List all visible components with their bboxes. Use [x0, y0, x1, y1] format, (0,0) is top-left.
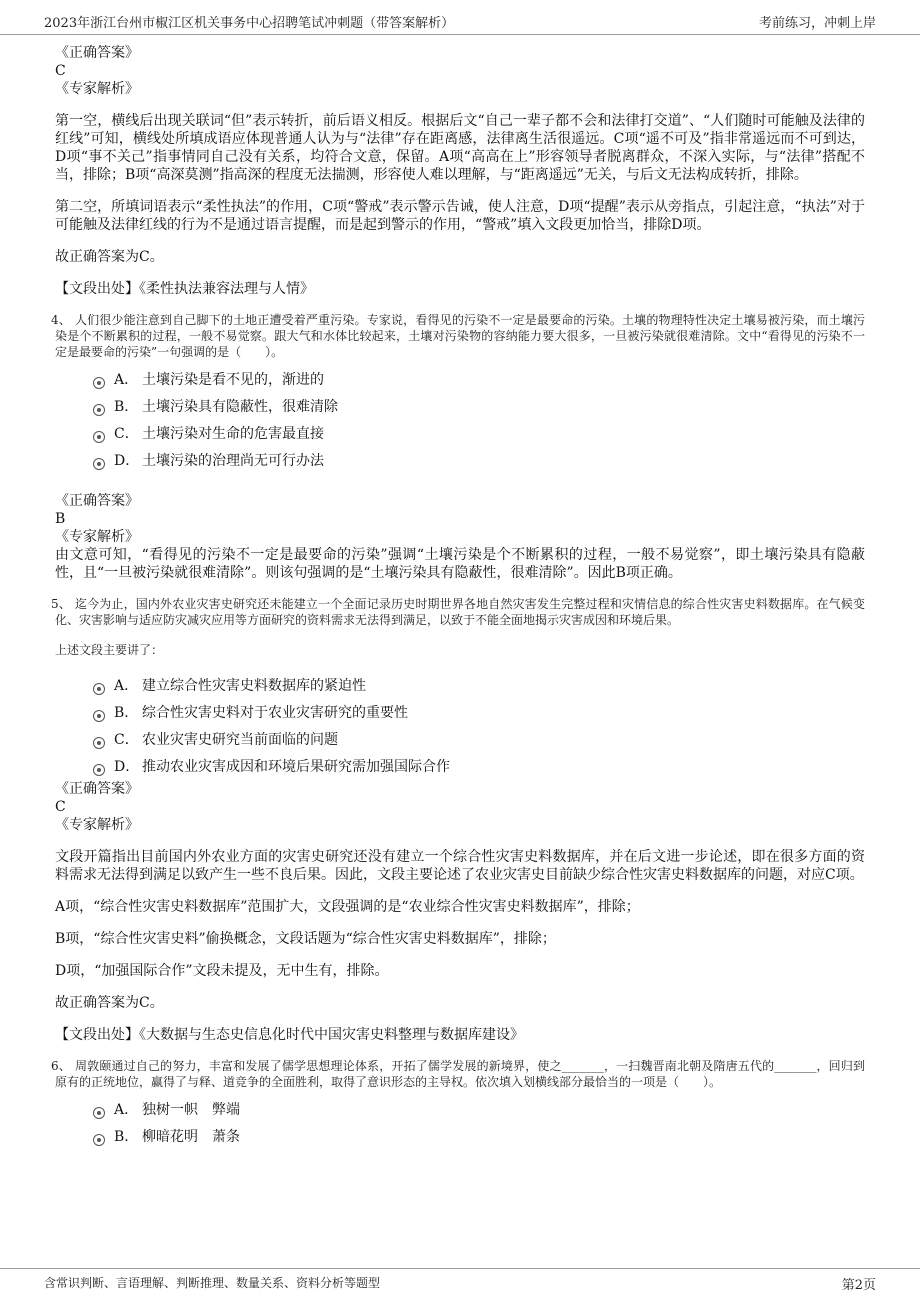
option-d[interactable]: D． 土壤污染的治理尚无可行办法 [93, 447, 865, 474]
analysis-paragraph: 文段开篇指出目前国内外农业方面的灾害史研究还没有建立一个综合性灾害史料数据库，并在后文进一步论述，即在很多方面的资料需求无法得到满足以致产生一些不良后果。因此，文段主要论述了农业灾害史目前缺少综合性灾害史料数据库的问题，对应C项。 [55, 849, 865, 883]
option-a[interactable]: A． 独树一帜 弊端 [93, 1096, 865, 1123]
correct-answer-label: 《正确答案》 [55, 781, 139, 797]
radio-button-icon[interactable] [93, 377, 105, 389]
question-number: 4、 [51, 313, 71, 327]
radio-button-icon[interactable] [93, 737, 105, 749]
option-list [93, 1096, 865, 1150]
question-number: 6、 [51, 1059, 71, 1073]
option-d[interactable]: D． 推动农业灾害成因和环境后果研究需加强国际合作 [93, 753, 865, 780]
radio-button-icon[interactable] [93, 458, 105, 470]
option-list [93, 366, 865, 474]
answer-conclusion: 故正确答案为C。 [55, 249, 164, 265]
text-source: 【文段出处】《柔性执法兼容法理与人情》 [55, 281, 314, 297]
option-b[interactable]: B． 柳暗花明 萧条 [93, 1123, 865, 1150]
page-content [51, 44, 865, 1150]
correct-answer: C [55, 799, 66, 815]
header-slogan: 考前练习，冲刺上岸 [758, 16, 876, 31]
footer-note: 含常识判断、言语理解、判断推理、数量关系、资料分析等题型 [44, 1276, 381, 1290]
question-text: 人们很少能注意到自己脚下的土地正遭受着严重污染。专家说，看得见的污染不一定是最要命的污染。土壤的物理特性决定土壤易被污染，而土壤污染是个不断累积的过程，一般不易觉察。跟大气和水体比较起来，土壤对污染物的容纳能力要大很多，一旦被污染就很难清除。文中“看得见的污染不一定是最要命的污染”一句强调的是（ ）。 [55, 313, 865, 359]
question-stem [51, 596, 865, 628]
text-source: 【文段出处】《大数据与生态史信息化时代中国灾害史料整理与数据库建设》 [55, 1027, 524, 1043]
radio-button-icon[interactable] [93, 1134, 105, 1146]
page-number: 第2页 [841, 1278, 876, 1293]
correct-answer: C [55, 63, 66, 79]
question-stem [51, 1058, 865, 1090]
option-b[interactable]: B． 综合性灾害史料对于农业灾害研究的重要性 [93, 699, 865, 726]
correct-answer-label: 《正确答案》 [55, 493, 139, 509]
option-b-analysis: B项，“综合性灾害史料”偷换概念，文段话题为“综合性灾害史料数据库”，排除； [55, 931, 556, 947]
expert-analysis-label: 《专家解析》 [55, 817, 139, 833]
radio-button-icon[interactable] [93, 1107, 105, 1119]
analysis-paragraph: 第二空，所填词语表示“柔性执法”的作用，C项“警戒”表示警示告诫，使人注意，D项“提醒”表示从旁指点，引起注意，“执法”对于可能触及法律红线的行为不是通过语言提醒，而是起到警示的作用，“警戒”填入文段更加恰当，排除D项。 [55, 199, 865, 233]
radio-button-icon[interactable] [93, 710, 105, 722]
expert-analysis-label: 《专家解析》 [55, 529, 139, 545]
page-footer [0, 1268, 920, 1303]
option-b[interactable]: B． 土壤污染具有隐蔽性，很难清除 [93, 393, 865, 420]
page-header [0, 0, 920, 35]
question-prompt: 上述文段主要讲了： [55, 643, 164, 657]
analysis-paragraph: 由文意可知，“看得见的污染不一定是最要命的污染”强调“土壤污染是个不断累积的过程，一般不易觉察”，即土壤污染具有隐蔽性，且“一旦被污染就很难清除”。则该句强调的是“土壤污染具有隐蔽性，很难清除”。因此B项正确。 [55, 547, 865, 581]
question-text: 迄今为止，国内外农业灾害史研究还未能建立一个全面记录历史时期世界各地自然灾害发生完整过程和灾情信息的综合性灾害史料数据库。在气候变化、灾害影响与适应防灾减灾应用等方面研究的资料需求无法得到满足，以致于不能全面地揭示灾害成因和环境后果。 [55, 597, 865, 627]
analysis-paragraph: 第一空，横线后出现关联词“但”表示转折，前后语义相反。根据后文“自己一辈子都不会和法律打交道”、“人们随时可能触及法律的红线”可知，横线处所填成语应体现普通人认为与“法律”存在距离感，法律离生活很遥远。C项“遥不可及”指非常遥远而不可到达，D项“事不关己”指事情同自己没有关系，均符合文意，保留。A项“高高在上”形容领导者脱离群众，不深入实际，与“法律”搭配不当，排除；B项“高深莫测”指高深的程度无法揣测，形容使人难以理解，与“距离遥远”无关，与后文无法构成转折，排除。 [55, 113, 865, 183]
expert-analysis-label: 《专家解析》 [55, 81, 139, 97]
question-stem [51, 312, 865, 360]
option-d-analysis: D项，“加强国际合作”文段未提及，无中生有，排除。 [55, 963, 389, 979]
radio-button-icon[interactable] [93, 404, 105, 416]
option-c[interactable]: C． 农业灾害史研究当前面临的问题 [93, 726, 865, 753]
option-a[interactable]: A． 土壤污染是看不见的，渐进的 [93, 366, 865, 393]
question-text: 周敦颐通过自己的努力，丰富和发展了儒学思想理论体系，开拓了儒学发展的新境界，使之_______，一扫魏晋南北朝及隋唐五代的_______，回归到原有的正统地位，赢得了与释、道竞争的全面胜利，取得了意识形态的主导权。依次填入划横线部分最恰当的一项是（ ）。 [55, 1059, 865, 1089]
option-list [93, 672, 865, 780]
option-a[interactable]: A． 建立综合性灾害史料数据库的紧迫性 [93, 672, 865, 699]
radio-button-icon[interactable] [93, 764, 105, 776]
correct-answer: B [55, 511, 66, 527]
correct-answer-label: 《正确答案》 [55, 45, 139, 61]
answer-conclusion: 故正确答案为C。 [55, 995, 164, 1011]
radio-button-icon[interactable] [93, 431, 105, 443]
option-a-analysis: A项，“综合性灾害史料数据库”范围扩大，文段强调的是“农业综合性灾害史料数据库”，排除； [55, 899, 640, 915]
question-number: 5、 [51, 597, 71, 611]
option-c[interactable]: C． 土壤污染对生命的危害最直接 [93, 420, 865, 447]
radio-button-icon[interactable] [93, 683, 105, 695]
document-title: 2023年浙江台州市椒江区机关事务中心招聘笔试冲刺题（带答案解析） [44, 16, 455, 31]
